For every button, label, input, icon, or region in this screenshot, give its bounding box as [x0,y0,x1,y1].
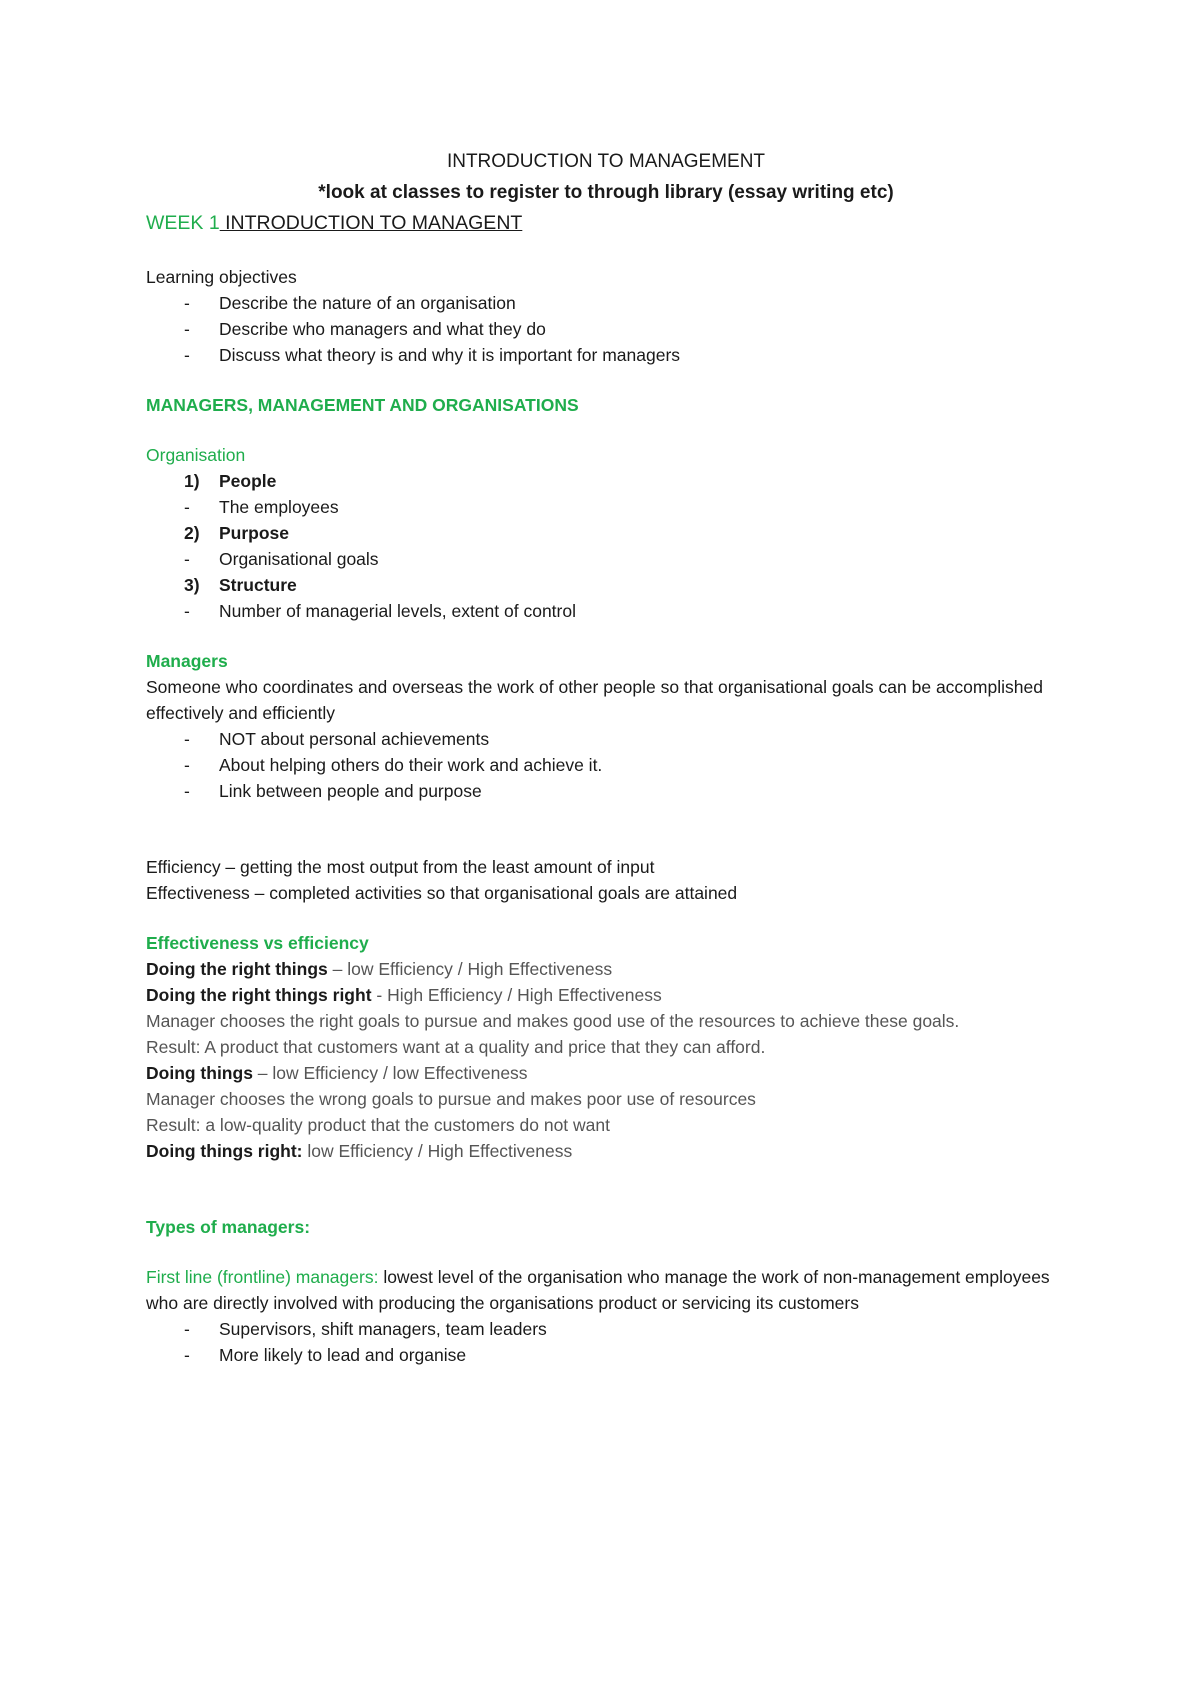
list-item: - More likely to lead and organise [146,1342,1066,1368]
numbered-item: 2) Purpose [184,523,290,543]
objectives-list [146,290,1066,368]
organisation-heading: Organisation [146,445,246,465]
list-item: - Describe the nature of an organisation [146,290,1066,316]
list-item: - Number of managerial levels, extent of control [146,598,1066,624]
first-line-list [146,1316,1066,1368]
first-line-managers: First line (frontline) managers: lowest level of the organisation who manage the work of non-management employees who are directly involved with producing the organisations product or servicing its customers [146,1267,1050,1313]
eve-line: Doing things – low Efficiency / low Effectiveness [146,1063,528,1083]
document-title: INTRODUCTION TO MANAGEMENT [446,151,766,172]
section-heading: MANAGERS, MANAGEMENT AND ORGANISATIONS [146,395,579,415]
week-heading [146,208,1066,238]
list-item: - About helping others do their work and achieve it. [146,752,1066,778]
list-item: - Describe who managers and what they do [146,316,1066,342]
list-item: - NOT about personal achievements [146,726,1066,752]
eve-line: Result: a low-quality product that the customers do not want [146,1115,610,1135]
week-label: WEEK 1 [146,212,220,234]
eve-line: Doing the right things right - High Efficiency / High Effectiveness [146,985,662,1005]
efficiency-definition: Efficiency – getting the most output from the least amount of input [146,857,655,877]
document-body [146,146,1066,1368]
eve-line: Manager chooses the right goals to pursue and makes good use of the resources to achieve these goals. [146,1011,960,1031]
managers-definition: Someone who coordinates and overseas the work of other people so that organisational goals can be accomplished effectively and efficiently [146,677,1043,723]
effectiveness-definition: Effectiveness – completed activities so that organisational goals are attained [146,883,738,903]
eve-line: Doing the right things – low Efficiency / High Effectiveness [146,959,613,979]
list-item: - The employees [146,494,1066,520]
list-item: - Discuss what theory is and why it is important for managers [146,342,1066,368]
list-item: - Supervisors, shift managers, team leaders [146,1316,1066,1342]
managers-heading: Managers [146,651,228,671]
week-title: INTRODUCTION TO MANAGENT [219,212,523,234]
numbered-item: 1) People [184,471,277,491]
list-item: - Link between people and purpose [146,778,1066,804]
managers-list [146,726,1066,804]
list-item: - Organisational goals [146,546,1066,572]
objectives-heading: Learning objectives [146,267,297,287]
numbered-item: 3) Structure [184,575,297,595]
eve-line: Manager chooses the wrong goals to pursue and makes poor use of resources [146,1089,756,1109]
types-heading: Types of managers: [146,1217,311,1237]
document-subtitle: *look at classes to register to through library (essay writing etc) [318,182,894,203]
eve-heading: Effectiveness vs efficiency [146,933,369,953]
eve-line: Result: A product that customers want at a quality and price that they can afford. [146,1037,766,1057]
eve-line: Doing things right: low Efficiency / High Effectiveness [146,1141,573,1161]
